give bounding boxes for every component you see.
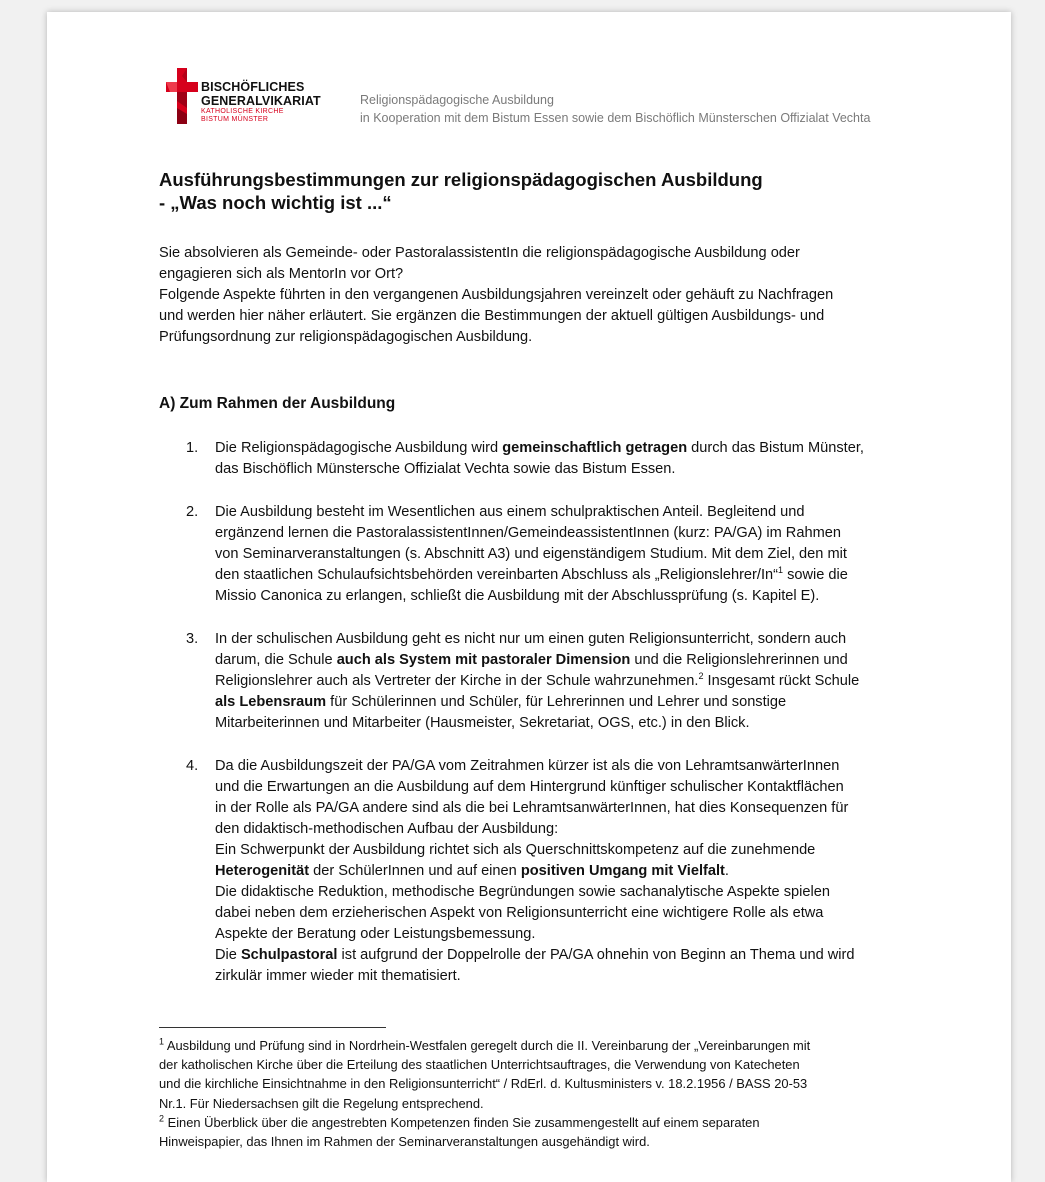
intro-line: Prüfungsordnung zur religionspädagogischen Ausbildung. <box>159 329 533 345</box>
item-line: Missio Canonica zu erlangen, schließt die Ausbildung mit der Abschlussprüfung (s. Kapitel E). <box>215 588 820 604</box>
footnote-marker: 2 <box>159 1113 165 1124</box>
intro-line: Sie absolvieren als Gemeinde- oder PastoralassistentIn die religionspädagogische Ausbildung oder <box>159 245 800 261</box>
intro-line: und werden hier näher erläutert. Sie ergänzen die Bestimmungen der aktuell gültigen Ausbildungs- und <box>159 308 825 324</box>
footnotes <box>159 1036 919 1151</box>
item-line: zirkulär immer wieder mit thematisiert. <box>215 968 461 984</box>
item-line: Die Schulpastoral ist aufgrund der Doppelrolle der PA/GA ohnehin von Beginn an Thema und wird <box>215 947 855 963</box>
item-line: ergänzend lernen die PastoralassistentInnen/GemeindeassistentInnen (kurz: PA/GA) im Rahmen <box>215 525 841 541</box>
document-title <box>159 168 763 214</box>
item-line: das Bischöflich Münstersche Offizialat Vechta sowie das Bistum Essen. <box>215 461 676 477</box>
footnote-line: $^2$ Einen Überblick über die angestrebten Kompetenzen finden Sie zusammengestellt auf einem separaten <box>159 1113 760 1130</box>
logo-text <box>201 80 321 124</box>
item-line: Religionslehrer auch als Vertreter der Kirche in der Schule wahrzunehmen.$^2$ Insgesamt rückt Schule <box>215 671 860 689</box>
list-number: 3. <box>186 631 199 647</box>
list-item <box>186 438 915 480</box>
item-line: Da die Ausbildungszeit der PA/GA vom Zeitrahmen kürzer ist als die von LehramtsanwärterInnen <box>215 758 840 774</box>
item-line: darum, die Schule auch als System mit pastoraler Dimension und die Religionslehrerinnen und <box>215 652 848 668</box>
list-item <box>186 502 915 607</box>
list-item <box>186 756 915 987</box>
header-subtitle-line-2: in Kooperation mit dem Bistum Essen sowie dem Bischöflich Münsterschen Offizialat Vechta <box>360 111 871 125</box>
item-line: und die Erwartungen an die Ausbildung auf dem Hintergrund künftiger schulischer Kontaktflächen <box>215 779 844 795</box>
footnote-divider <box>159 1027 386 1028</box>
item-line: Ein Schwerpunkt der Ausbildung richtet sich als Querschnittskompetenz auf die zunehmende <box>215 842 816 858</box>
footnote-line: und die kirchliche Einsichtnahme in den Religionsunterricht“ / RdErl. d. Kultusministers v. 18.2.1956 / BASS 20-53 <box>159 1076 808 1092</box>
title-line-1: Ausführungsbestimmungen zur religionspädagogischen Ausbildung <box>159 169 763 190</box>
footnote-line: $^1$ Ausbildung und Prüfung sind in Nordrhein-Westfalen geregelt durch die II. Vereinbarung der „Vereinbarungen mit <box>159 1036 811 1053</box>
item-line: Mitarbeiterinnen und Mitarbeiter (Hausmeister, Sekretariat, OGS, etc.) in den Blick. <box>215 715 750 731</box>
footnote-ref: 1 <box>778 565 784 576</box>
list-number: 1. <box>186 440 199 456</box>
diocese-logo <box>166 68 336 128</box>
title-line-2: - „Was noch wichtig ist ...“ <box>159 192 392 213</box>
item-line: In der schulischen Ausbildung geht es nicht nur um einen guten Religionsunterricht, sondern auch <box>215 631 847 647</box>
footnote-line: Nr.1. Für Niedersachsen gilt die Regelung entsprechend. <box>159 1095 484 1111</box>
item-line: in der Rolle als PA/GA andere sind als die bei LehramtsanwärterInnen, hat dies Konsequenzen für <box>215 800 849 816</box>
cross-logo-icon <box>166 68 198 124</box>
item-line: den staatlichen Schulaufsichtsbehörden vereinbarten Abschluss als „Religionslehrer/In“$^1$ sowie die <box>215 565 848 583</box>
section-heading: A) Zum Rahmen der Ausbildung <box>159 395 396 412</box>
logo-line-1: BISCHÖFLICHES <box>201 80 305 94</box>
intro-line: engagieren sich als MentorIn vor Ort? <box>159 266 404 282</box>
item-line: Die didaktische Reduktion, methodische Begründungen sowie sachanalytische Aspekte spielen <box>215 884 830 900</box>
intro-line: Folgende Aspekte führten in den vergangenen Ausbildungsjahren vereinzelt oder gehäuft zu Nachfragen <box>159 287 834 303</box>
item-line: als Lebensraum für Schülerinnen und Schüler, für Lehrerinnen und Lehrer und sonstige <box>215 694 787 710</box>
item-line: Die Ausbildung besteht im Wesentlichen aus einem schulpraktischen Anteil. Begleitend und <box>215 504 805 520</box>
item-line: Aspekte der Beratung oder Leistungsbemessung. <box>215 926 536 942</box>
footnote-ref: 2 <box>698 671 704 682</box>
item-line: Heterogenität der SchülerInnen und auf einen positiven Umgang mit Vielfalt. <box>215 863 729 879</box>
document-page <box>47 12 1011 1182</box>
list-number: 2. <box>186 504 199 520</box>
logo-line-4: BISTUM MÜNSTER <box>201 116 269 123</box>
item-line: von Seminarveranstaltungen (s. Abschnitt A3) und eigenständigem Studium. Mit dem Ziel, den mit <box>215 546 847 562</box>
item-line: dabei neben dem erzieherischen Aspekt von Religionsunterricht eine wichtigere Rolle als etwa <box>215 905 824 921</box>
item-line: Die Religionspädagogische Ausbildung wird gemeinschaftlich getragen durch das Bistum Münster, <box>215 440 864 456</box>
header-subtitle <box>360 91 870 127</box>
footnote-line: der katholischen Kirche über die Erteilung des staatlichen Unterrichtsauftrages, die Verwendung von Katecheten <box>159 1057 800 1073</box>
list-number: 4. <box>186 758 199 774</box>
list-item <box>186 629 915 734</box>
footnote-line: Hinweispapier, das Ihnen im Rahmen der Seminarveranstaltungen ausgehändigt wird. <box>159 1134 650 1150</box>
logo-line-2: GENERALVIKARIAT <box>201 94 321 108</box>
footnote-marker: 1 <box>159 1036 165 1047</box>
header-subtitle-line-1: Religionspädagogische Ausbildung <box>360 93 554 107</box>
intro-paragraph <box>159 243 919 348</box>
item-line: den didaktisch-methodischen Aufbau der Ausbildung: <box>215 821 559 837</box>
logo-line-3: KATHOLISCHE KIRCHE <box>201 108 284 115</box>
